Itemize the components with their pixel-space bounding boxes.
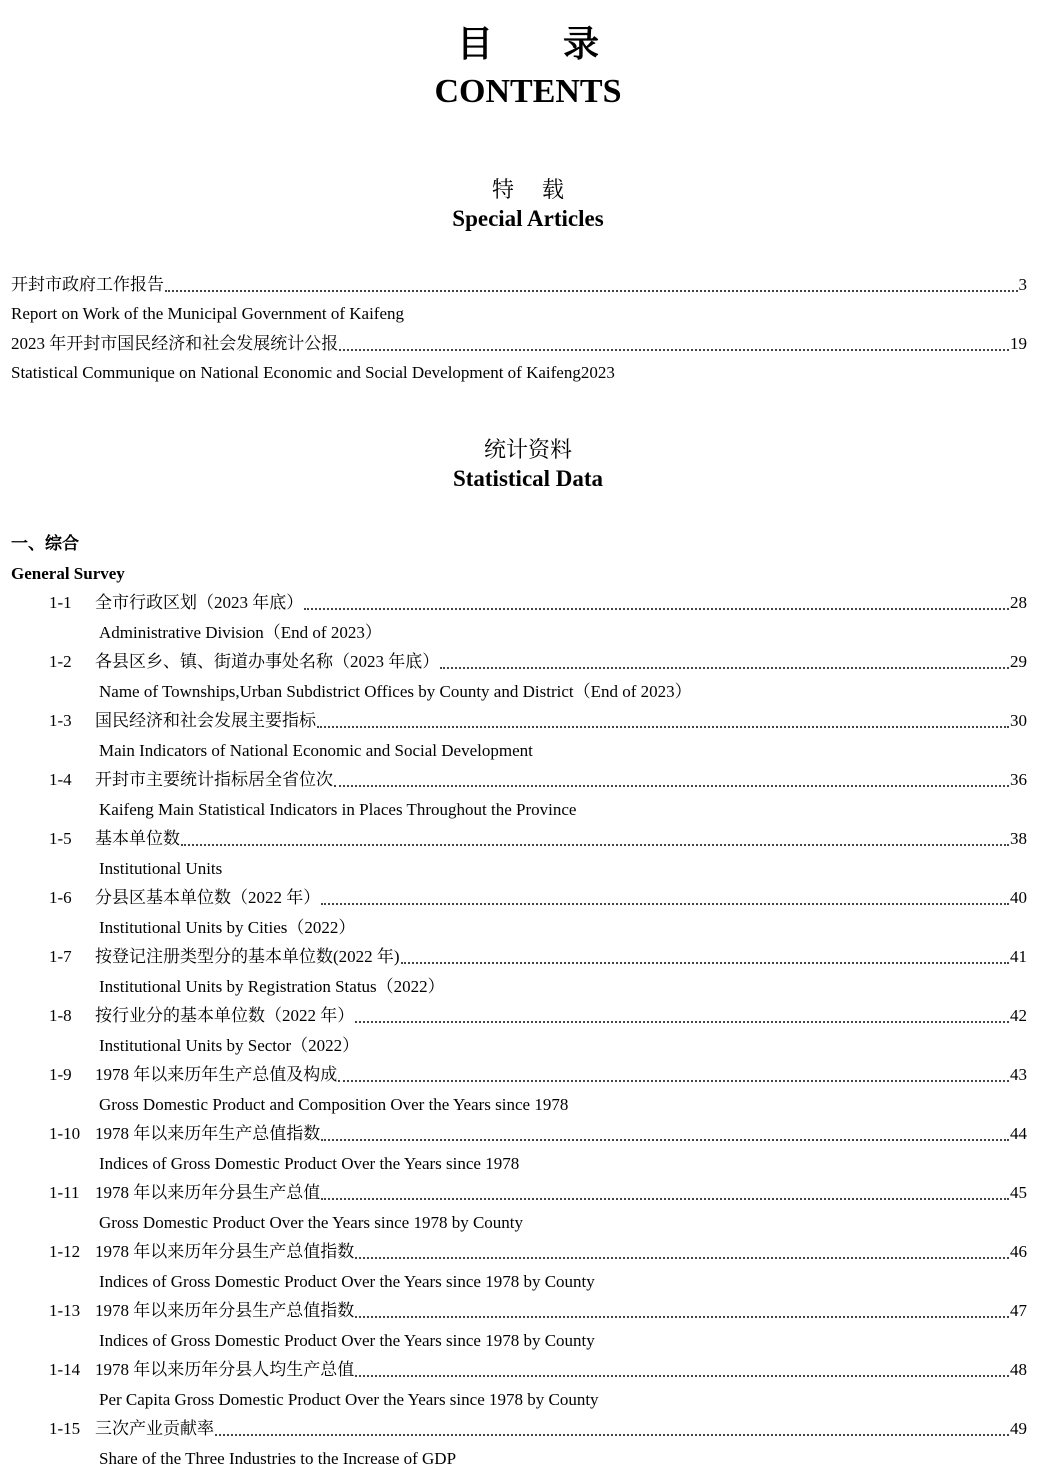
toc-entry-number: 1-7 (49, 947, 72, 966)
toc-page-number: 45 (1010, 1183, 1027, 1202)
dot-leader (355, 1006, 1009, 1026)
toc-entry-title-en: Indices of Gross Domestic Product Over the Years since 1978 (99, 1154, 520, 1173)
toc-entry-title-cn: 开封市政府工作报告 (11, 275, 164, 294)
dot-leader (181, 829, 1009, 849)
section-title-special-en: Special Articles (452, 206, 604, 231)
toc-entry-title-en: Institutional Units by Registration Status（2022） (99, 977, 445, 996)
toc-entry[interactable] (11, 825, 1027, 853)
toc-entry-number: 1-6 (49, 888, 72, 907)
toc-page-number: 48 (1010, 1360, 1027, 1379)
toc-entry-title-en: Indices of Gross Domestic Product Over the Years since 1978 by County (99, 1272, 595, 1291)
toc-entry-number: 1-15 (49, 1419, 81, 1438)
toc-page-number: 3 (1018, 275, 1027, 294)
toc-entry[interactable] (11, 1179, 1027, 1207)
toc-entry-title-cn: 各县区乡、镇、街道办事处名称（2023 年底） (95, 652, 440, 671)
toc-entry-title-en: Indices of Gross Domestic Product Over the Years since 1978 by County (99, 1331, 595, 1350)
toc-entry-title-cn: 开封市主要统计指标居全省位次 (95, 770, 333, 789)
toc-entry-title-cn: 1978 年以来历年分县生产总值 (95, 1183, 321, 1202)
toc-page-number: 44 (1010, 1124, 1027, 1143)
toc-entry-title-cn: 三次产业贡献率 (95, 1419, 214, 1438)
toc-entry[interactable] (11, 1002, 1027, 1030)
toc-page-number: 40 (1010, 888, 1027, 907)
toc-entry-title-en: Statistical Communique on National Economic and Social Development of Kaifeng2023 (11, 363, 615, 382)
toc-page-number: 30 (1010, 711, 1027, 730)
toc-entry-number: 1-4 (49, 770, 72, 789)
toc-entry-title-cn: 分县区基本单位数（2022 年） (95, 888, 321, 907)
dot-leader (338, 1065, 1009, 1085)
toc-entry-title-en: Share of the Three Industries to the Increase of GDP (99, 1449, 457, 1468)
special-cn-char-2: 载 (542, 177, 565, 202)
toc-entry-title-en: Institutional Units by Cities（2022） (99, 918, 356, 937)
toc-entry-title-en: Per Capita Gross Domestic Product Over the Years since 1978 by County (99, 1390, 599, 1409)
toc-entry-title-en: Report on Work of the Municipal Government of Kaifeng (11, 304, 405, 323)
toc-entry-title-cn: 1978 年以来历年生产总值指数 (95, 1124, 321, 1143)
toc-entry-title-en: Name of Townships,Urban Subdistrict Offices by County and District（End of 2023） (99, 682, 692, 701)
toc-page-number: 36 (1010, 770, 1027, 789)
dot-leader (401, 947, 1009, 967)
toc-entry[interactable] (11, 943, 1027, 971)
toc-page-number: 43 (1010, 1065, 1027, 1084)
dot-leader (304, 593, 1009, 613)
toc-page-number: 46 (1010, 1242, 1027, 1261)
toc-entry-number: 1-3 (49, 711, 72, 730)
dot-leader (440, 652, 1009, 672)
toc-entry-number: 1-12 (49, 1242, 81, 1261)
title-cn-char-2: 录 (563, 24, 600, 64)
page-title-en: CONTENTS (434, 73, 622, 110)
section-title-special-cn (0, 176, 1056, 204)
toc-entry-title-cn: 基本单位数 (95, 829, 180, 848)
toc-page-number: 19 (1010, 334, 1027, 353)
toc-entry-number: 1-8 (49, 1006, 72, 1025)
page-title-cn (0, 22, 1056, 66)
toc-entry-number: 1-5 (49, 829, 72, 848)
toc-page-number: 38 (1010, 829, 1027, 848)
toc-page-number: 41 (1010, 947, 1027, 966)
toc-entry-number: 1-10 (49, 1124, 81, 1143)
dot-leader (165, 275, 1018, 295)
dot-leader (355, 1360, 1009, 1380)
toc-entry[interactable] (11, 1120, 1027, 1148)
toc-entry-title-cn: 全市行政区划（2023 年底） (95, 593, 304, 612)
toc-page-number: 28 (1010, 593, 1027, 612)
toc-entry-title-cn: 国民经济和社会发展主要指标 (95, 711, 316, 730)
dot-leader (355, 1242, 1009, 1262)
dot-leader (321, 888, 1009, 908)
toc-entry-number: 1-11 (49, 1183, 80, 1202)
toc-entry-title-cn: 1978 年以来历年分县人均生产总值 (95, 1360, 355, 1379)
toc-entry[interactable] (11, 1061, 1027, 1089)
toc-page-number: 42 (1010, 1006, 1027, 1025)
toc-entry-title-en: Main Indicators of National Economic and Social Development (99, 741, 533, 760)
toc-page-number: 29 (1010, 652, 1027, 671)
toc-entry[interactable] (11, 648, 1027, 676)
toc-entry[interactable] (11, 707, 1027, 735)
dot-leader (321, 1183, 1009, 1203)
toc-entry-number: 1-2 (49, 652, 72, 671)
dot-leader (339, 334, 1009, 354)
toc-entry[interactable] (11, 1415, 1027, 1443)
toc-entry[interactable] (11, 589, 1027, 617)
toc-entry-number: 1-13 (49, 1301, 81, 1320)
toc-entry-special-1[interactable] (11, 271, 1027, 299)
toc-page-number: 47 (1010, 1301, 1027, 1320)
section-title-statistical-cn: 统计资料 (483, 437, 572, 462)
section-title-statistical-en: Statistical Data (452, 466, 604, 491)
dot-leader (317, 711, 1009, 731)
dot-leader (321, 1124, 1009, 1144)
dot-leader (355, 1301, 1009, 1321)
toc-entry-number: 1-1 (49, 593, 72, 612)
toc-entry-title-en: Institutional Units by Sector（2022） (99, 1036, 360, 1055)
toc-entry-number: 1-14 (49, 1360, 81, 1379)
chapter-title-en: General Survey (11, 564, 125, 583)
toc-entry[interactable] (11, 1297, 1027, 1325)
toc-entry-special-2[interactable] (11, 330, 1027, 358)
toc-entry-title-cn: 按登记注册类型分的基本单位数(2022 年) (95, 947, 400, 966)
dot-leader (215, 1419, 1009, 1439)
toc-page-number: 49 (1010, 1419, 1027, 1438)
toc-entry-title-cn: 1978 年以来历年生产总值及构成 (95, 1065, 338, 1084)
toc-entry-title-en: Gross Domestic Product and Composition Over the Years since 1978 (99, 1095, 569, 1114)
toc-entry-title-en: Kaifeng Main Statistical Indicators in Places Throughout the Province (99, 800, 577, 819)
toc-entry-title-cn: 按行业分的基本单位数（2022 年） (95, 1006, 355, 1025)
toc-entry-title-en: Gross Domestic Product Over the Years since 1978 by County (99, 1213, 524, 1232)
toc-entry-title-cn: 2023 年开封市国民经济和社会发展统计公报 (11, 334, 339, 353)
toc-entry-title-cn: 1978 年以来历年分县生产总值指数 (95, 1301, 355, 1320)
toc-entry[interactable] (11, 766, 1027, 794)
toc-entry-title-en: Administrative Division（End of 2023） (99, 623, 382, 642)
dot-leader (334, 770, 1009, 790)
chapter-title-cn: 一、综合 (11, 534, 79, 553)
toc-entry-title-en: Institutional Units (99, 859, 223, 878)
title-cn-char-1: 目 (456, 24, 493, 64)
toc-entry-number: 1-9 (49, 1065, 72, 1084)
toc-entry[interactable] (11, 884, 1027, 912)
toc-entry-title-cn: 1978 年以来历年分县生产总值指数 (95, 1242, 355, 1261)
toc-entry[interactable] (11, 1238, 1027, 1266)
toc-entry[interactable] (11, 1356, 1027, 1384)
special-cn-char-1: 特 (491, 177, 514, 202)
